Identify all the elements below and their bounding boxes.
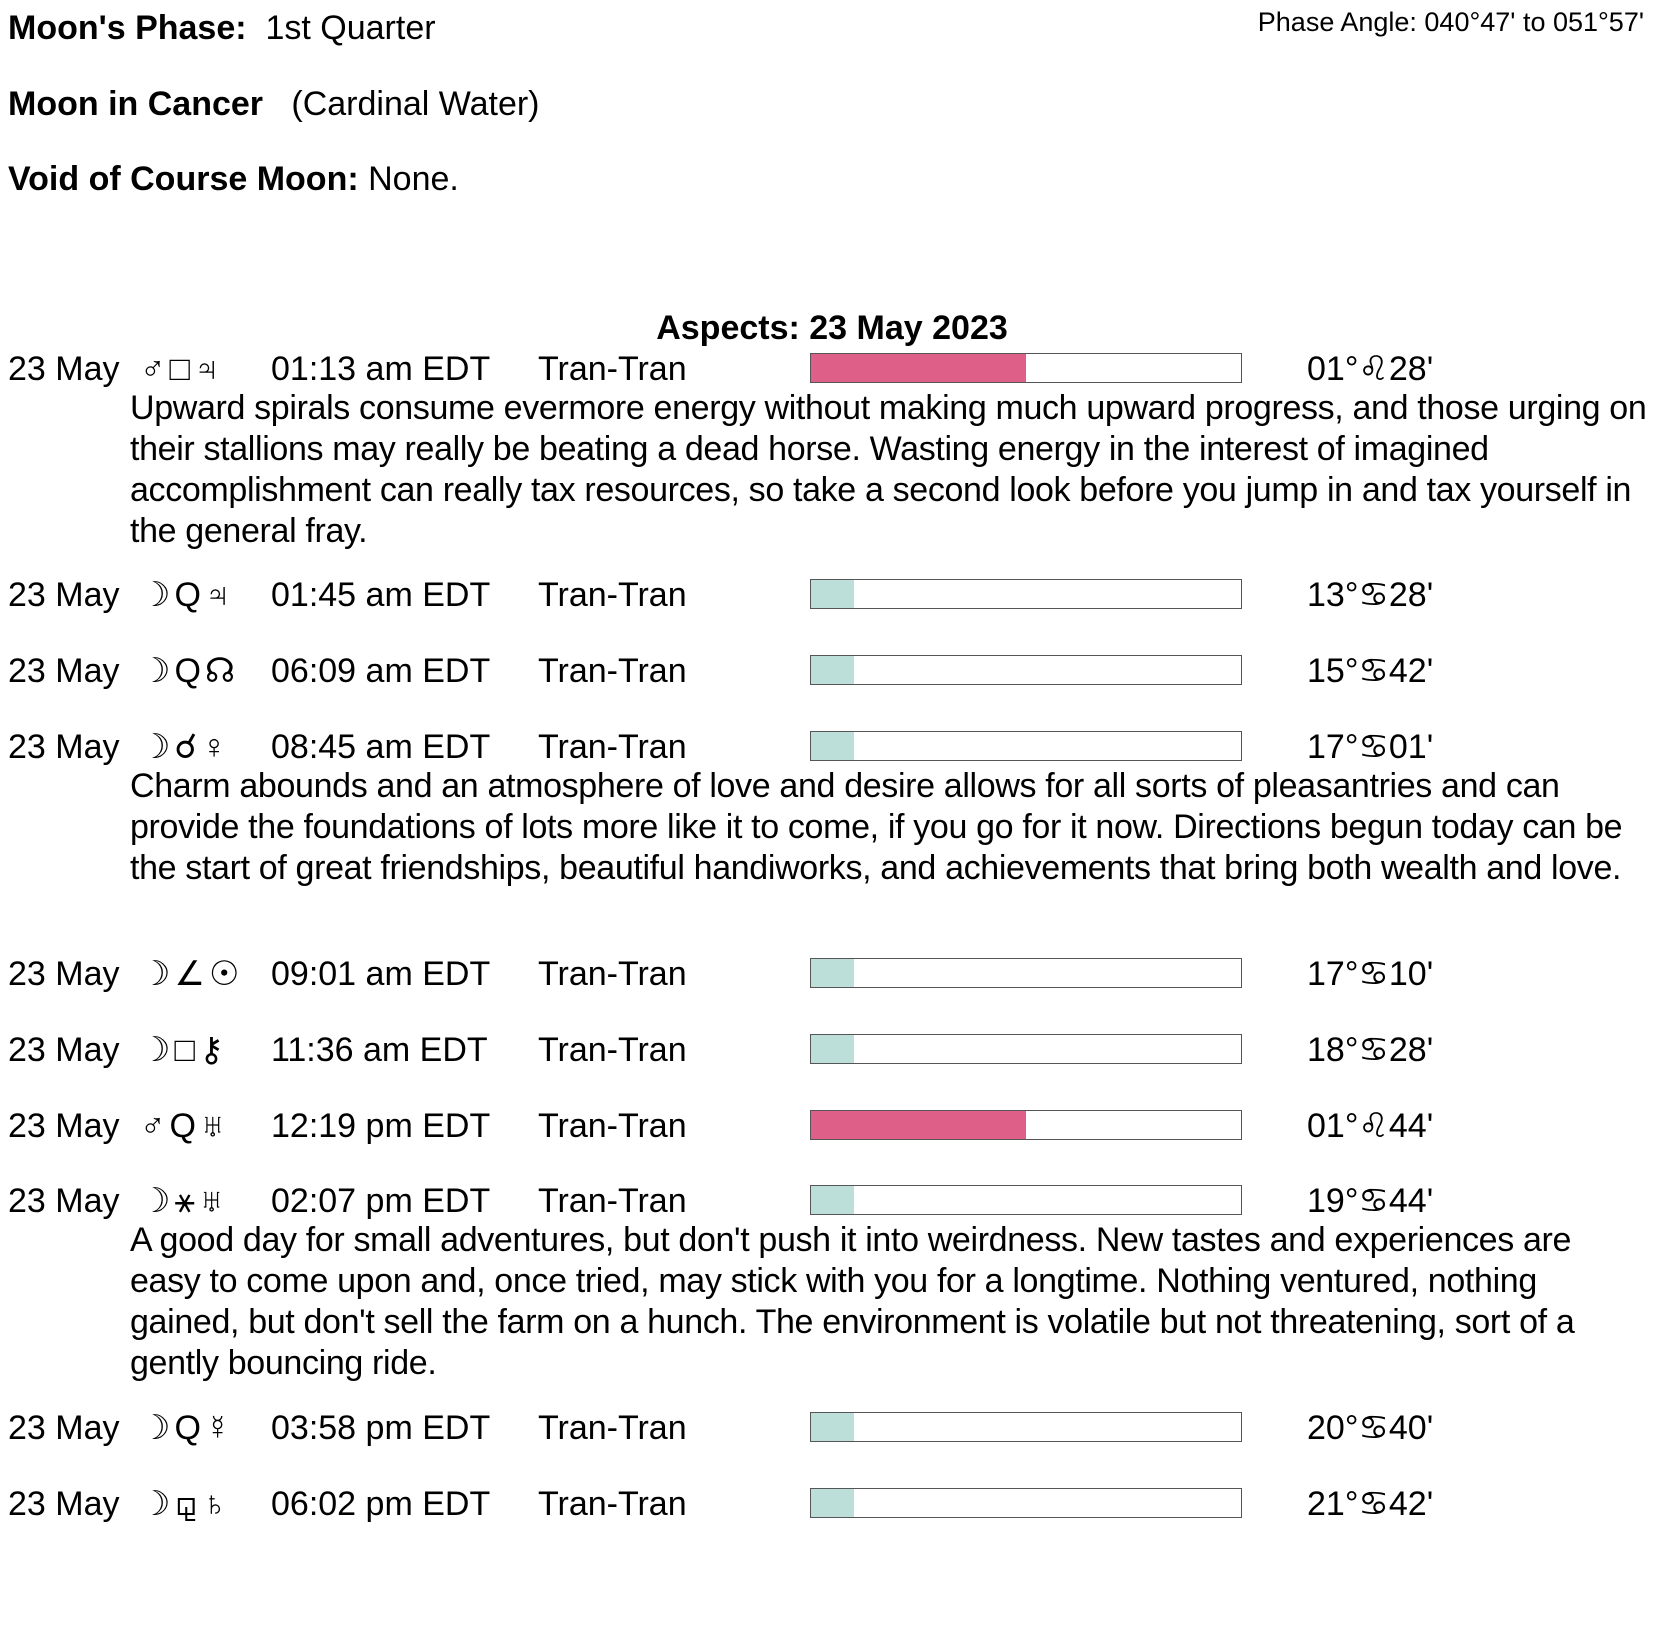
- aspect-position: 19°♋44': [1307, 1182, 1434, 1220]
- aspect-position: 01°♌28': [1307, 350, 1434, 388]
- aspect-type: Tran-Tran: [538, 1107, 687, 1145]
- moon-sign-detail: (Cardinal Water): [291, 85, 540, 123]
- aspect-glyphs: ☽∠☉: [140, 955, 244, 993]
- strength-bar: [810, 1185, 1242, 1215]
- aspect-time: 09:01 am EDT: [271, 955, 491, 993]
- void-value: None.: [368, 160, 459, 198]
- strength-bar: [810, 958, 1242, 988]
- aspect-position: 20°♋40': [1307, 1409, 1434, 1447]
- aspect-glyphs: ☽Q♃: [140, 576, 235, 614]
- aspect-description: Charm abounds and an atmosphere of love and desire allows for all sorts of pleasantries and can provide the foundations of lots more like it to come, if you go for it now. Directions begun today can be the start of great friendships, beautiful handiworks, and achievements that bring both wealth and love.: [130, 767, 1623, 887]
- void-of-course: [8, 159, 459, 199]
- aspect-row: [0, 349, 1664, 389]
- strength-bar-fill: [811, 580, 854, 608]
- aspect-description: Upward spirals consume evermore energy without making much upward progress, and those urging on their stallions may really be beating a dead horse. Wasting energy in the interest of imagined accomplishment can really tax resources, so take a second look before you jump in and tax yourself in the general fray.: [130, 389, 1647, 550]
- strength-bar: [810, 655, 1242, 685]
- aspect-type: Tran-Tran: [538, 576, 687, 614]
- strength-bar-fill: [811, 1035, 854, 1063]
- strength-bar-fill: [811, 656, 854, 684]
- aspect-row: [0, 1030, 1664, 1070]
- strength-bar: [810, 579, 1242, 609]
- aspect-time: 01:13 am EDT: [271, 350, 491, 388]
- strength-bar: [810, 1034, 1242, 1064]
- aspect-position: 01°♌44': [1307, 1107, 1434, 1145]
- strength-bar-fill: [811, 1111, 1026, 1139]
- aspect-date: 23 May: [8, 1107, 120, 1145]
- strength-bar-fill: [811, 1186, 854, 1214]
- aspect-time: 06:09 am EDT: [271, 652, 491, 690]
- moon-sign-label: Moon in Cancer: [8, 85, 264, 123]
- aspect-date: 23 May: [8, 652, 120, 690]
- aspect-type: Tran-Tran: [538, 1409, 687, 1447]
- aspect-glyphs: ♂Q♅: [140, 1107, 230, 1145]
- aspect-time: 11:36 am EDT: [271, 1031, 488, 1069]
- strength-bar-fill: [811, 1413, 854, 1441]
- aspect-type: Tran-Tran: [538, 728, 687, 766]
- aspect-position: 17°♋01': [1307, 728, 1434, 766]
- aspect-row: [0, 727, 1664, 767]
- phase-angle: Phase Angle: 040°47' to 051°57': [1257, 7, 1644, 37]
- strength-bar-fill: [811, 1489, 854, 1517]
- aspect-row: [0, 1408, 1664, 1448]
- aspect-date: 23 May: [8, 576, 120, 614]
- aspect-date: 23 May: [8, 1409, 120, 1447]
- strength-bar-fill: [811, 354, 1026, 382]
- moon-sign: [8, 84, 540, 124]
- aspect-position: 15°♋42': [1307, 652, 1434, 690]
- aspect-position: 18°♋28': [1307, 1031, 1434, 1069]
- strength-bar-fill: [811, 732, 854, 760]
- aspect-glyphs: ☽□⚷: [140, 1031, 228, 1069]
- strength-bar-fill: [811, 959, 854, 987]
- aspect-type: Tran-Tran: [538, 1485, 687, 1523]
- aspect-row: [0, 1484, 1664, 1524]
- moon-phase-label: Moon's Phase:: [8, 9, 247, 47]
- aspect-time: 06:02 pm EDT: [271, 1485, 491, 1523]
- aspect-row: [0, 1106, 1664, 1146]
- aspect-date: 23 May: [8, 1031, 120, 1069]
- aspect-date: 23 May: [8, 728, 120, 766]
- strength-bar: [810, 1488, 1242, 1518]
- aspect-date: 23 May: [8, 1485, 120, 1523]
- aspect-description: A good day for small adventures, but don't push it into weirdness. New tastes and experiences are easy to come upon and, once tried, may stick with you for a longtime. Nothing ventured, nothing gained, but don't sell the farm on a hunch. The environment is volatile but not threatening, sort of a gently bouncing ride.: [130, 1221, 1575, 1382]
- moon-phase-value: 1st Quarter: [265, 9, 436, 47]
- aspect-time: 02:07 pm EDT: [271, 1182, 491, 1220]
- aspect-time: 01:45 am EDT: [271, 576, 491, 614]
- aspect-date: 23 May: [8, 350, 120, 388]
- aspect-type: Tran-Tran: [538, 350, 687, 388]
- aspect-time: 12:19 pm EDT: [271, 1107, 491, 1145]
- aspect-glyphs: ☽☌♀: [140, 728, 231, 766]
- moon-phase: [8, 8, 436, 48]
- aspect-glyphs: ☽⚼♄: [140, 1485, 232, 1523]
- aspect-type: Tran-Tran: [538, 955, 687, 993]
- void-label: Void of Course Moon:: [8, 160, 359, 198]
- aspect-time: 03:58 pm EDT: [271, 1409, 491, 1447]
- aspect-position: 17°♋10': [1307, 955, 1434, 993]
- aspect-glyphs: ☽Q☿: [140, 1409, 235, 1447]
- aspect-row: [0, 575, 1664, 615]
- aspect-time: 08:45 am EDT: [271, 728, 491, 766]
- aspect-row: [0, 651, 1664, 691]
- aspect-row: [0, 1181, 1664, 1221]
- aspect-position: 21°♋42': [1307, 1485, 1434, 1523]
- aspect-type: Tran-Tran: [538, 652, 687, 690]
- aspect-glyphs: ☽⚹♅: [140, 1182, 229, 1220]
- aspect-glyphs: ☽Q☊: [140, 652, 240, 690]
- strength-bar: [810, 731, 1242, 761]
- aspect-type: Tran-Tran: [538, 1182, 687, 1220]
- strength-bar: [810, 1412, 1242, 1442]
- aspect-date: 23 May: [8, 955, 120, 993]
- aspect-glyphs: ♂□♃: [140, 350, 224, 388]
- aspects-title: Aspects: 23 May 2023: [656, 309, 1008, 347]
- aspect-position: 13°♋28': [1307, 576, 1434, 614]
- aspect-row: [0, 954, 1664, 994]
- aspect-date: 23 May: [8, 1182, 120, 1220]
- strength-bar: [810, 353, 1242, 383]
- strength-bar: [810, 1110, 1242, 1140]
- aspect-type: Tran-Tran: [538, 1031, 687, 1069]
